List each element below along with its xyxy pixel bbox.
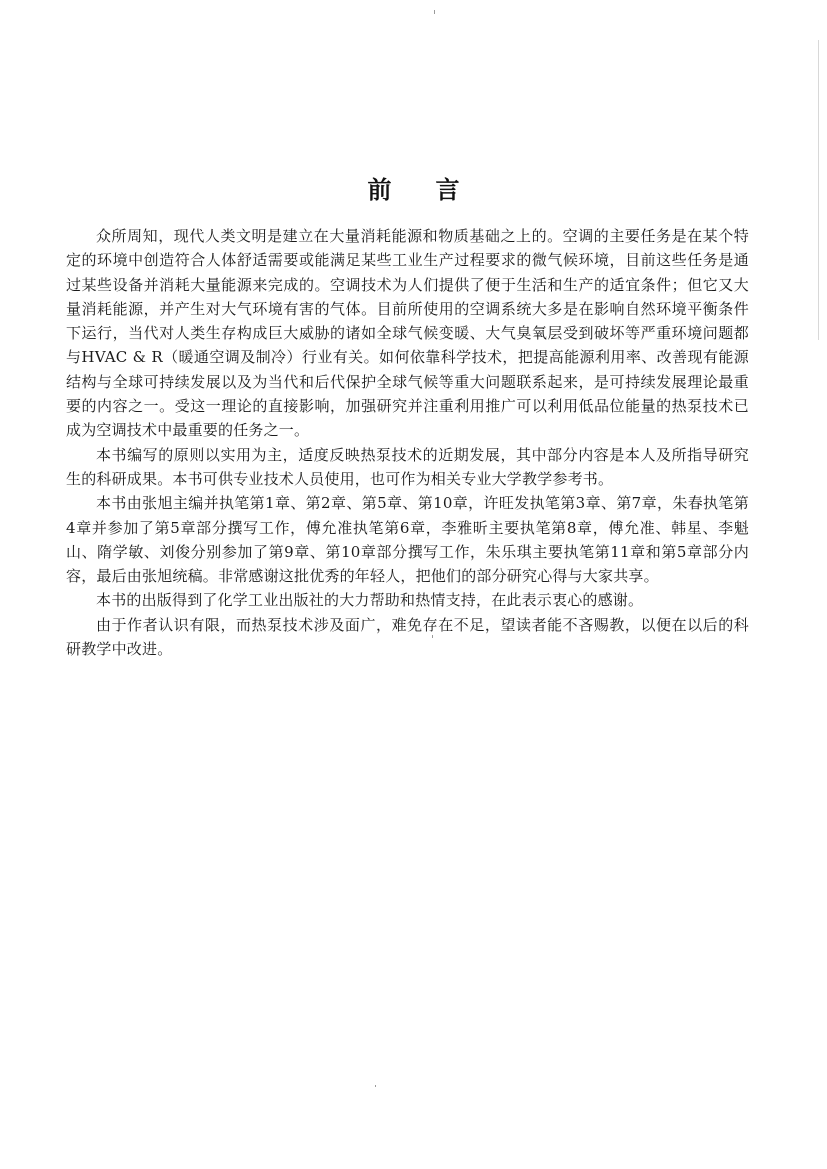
paragraph-principle: 本书编写的原则以实用为主，适度反映热泵技术的近期发展，其中部分内容是本人及所指导研究生的科研成果。本书可供专业技术人员使用，也可作为相关专业大学教学参考书。 (66, 445, 749, 488)
preface-body (66, 224, 749, 661)
scan-speck (434, 10, 435, 14)
scan-speck (432, 635, 433, 638)
paragraph-acknowledgement: 本书的出版得到了化学工业出版社的大力帮助和热情支持，在此表示衷心的感谢。 (96, 591, 644, 610)
paragraph-authors: 本书由张旭主编并执笔第1章、第2章、第5章、第10章，许旺发执笔第3章、第7章，朱春执笔第4章并参加了第5章部分撰写工作，傅允准执笔第6章，李雅昕主要执笔第8章，傅允准、韩星、李魁山、隋学敏、刘俊分别参加了第9章、第10章部分撰写工作，朱乐琪主要执笔第11章和第5章部分内容，最后由张旭统稿。非常感谢这批优秀的年轻人，把他们的部分研究心得与大家共享。 (66, 494, 749, 586)
paragraph-intro: 众所周知，现代人类文明是建立在大量消耗能源和物质基础之上的。空调的主要任务是在某个特定的环境中创造符合人体舒适需要或能满足某些工业生产过程要求的微气候环境，目前这些任务是通过某些设备并消耗大量能源来完成的。空调技术为人们提供了便于生活和生产的适宜条件；但它又大量消耗能源，并产生对大气环境有害的气体。目前所使用的空调系统大多是在影响自然环境平衡条件下运行，当代对人类生存构成巨大威胁的诸如全球气候变暖、大气臭氧层受到破坏等严重环境问题都与HVAC & R（暖通空调及制冷）行业有关。如何依靠科学技术，把提高能源利用率、改善现有能源结构与全球可持续发展以及为当代和后代保护全球气候等重大问题联系起来，是可持续发展理论最重要的内容之一。受这一理论的直接影响，加强研究并注重利用推广可以利用低品位能量的热泵技术已成为空调技术中最重要的任务之一。 (66, 227, 749, 440)
paragraph-closing: 由于作者认识有限，而热泵技术涉及面广，难免存在不足，望读者能不吝赐教，以便在以后的科研教学中改进。 (66, 615, 749, 659)
page-title: 前言 (367, 176, 504, 204)
scan-speck (375, 1085, 376, 1087)
